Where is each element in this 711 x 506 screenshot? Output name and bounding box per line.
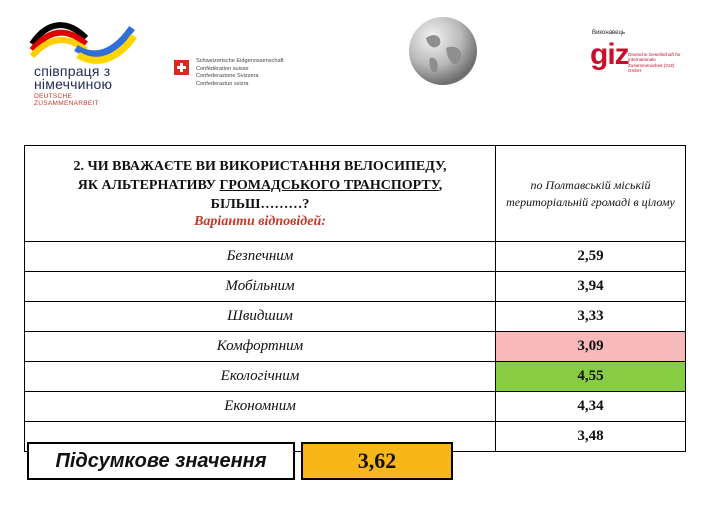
table-row (25, 332, 686, 362)
swiss-confederation-logo (174, 58, 324, 98)
option-label: Безпечним (25, 242, 496, 272)
table-row (25, 272, 686, 302)
option-value: 2,59 (496, 242, 686, 272)
option-value: 3,94 (496, 272, 686, 302)
cooperation-germany-logo (28, 14, 138, 107)
cooperation-text-line2: німеччиною (34, 76, 113, 92)
option-label: Мобільним (25, 272, 496, 302)
swiss-text (196, 58, 284, 88)
survey-results-table (24, 145, 686, 452)
giz-subtitle: Deutsche Gesellschaft für Internationale Zusammenarbeit (GIZ) GmbH (628, 52, 681, 74)
giz-logo: giz (590, 38, 629, 71)
question-underlined: ГРОМАДСЬКОГО ТРАНСПОРТУ (219, 178, 439, 193)
option-label: Комфортним (25, 332, 496, 362)
table-row (25, 302, 686, 332)
flag-ribbon-icon (28, 14, 138, 64)
globe-icon (406, 14, 480, 88)
summary-value: 3,62 (301, 442, 453, 480)
swiss-line: Confederazione Svizzera (196, 73, 259, 80)
giz-caption: Виконавець (592, 30, 626, 36)
swiss-line: Confederaziun svizra (196, 80, 249, 87)
question-line2: ЯК АЛЬТЕРНАТИВУ (77, 178, 220, 193)
option-value-lowest: 3,09 (496, 332, 686, 362)
option-value: 4,34 (496, 392, 686, 422)
option-value: 3,33 (496, 302, 686, 332)
answers-label: Варіанти відповідей: (194, 214, 326, 229)
cooperation-text-line1: співпраця з (34, 63, 111, 79)
table-row (25, 392, 686, 422)
summary-label: Підсумкове значення (27, 442, 295, 480)
option-value-highest: 4,55 (496, 362, 686, 392)
table-row (25, 242, 686, 272)
option-label: Економним (25, 392, 496, 422)
column-header: по Полтавській міській територіальній громаді в цілому (496, 146, 686, 242)
question-line3: БІЛЬШ………? (210, 197, 310, 212)
question-line1: 2. ЧИ ВВАЖАЄТЕ ВИ ВИКОРИСТАННЯ ВЕЛОСИПЕДУ, (73, 159, 447, 174)
table-header-row (25, 146, 686, 242)
swiss-flag-icon (174, 60, 189, 75)
table-row (25, 362, 686, 392)
swiss-line: Schweizerische Eidgenossenschaft (196, 58, 284, 64)
option-label: Швидшим (25, 302, 496, 332)
cooperation-text-line3: DEUTSCHE ZUSAMMENARBEIT (34, 93, 99, 107)
question-text (25, 157, 495, 214)
question-cell (25, 146, 496, 242)
question-comma: , (438, 178, 443, 193)
option-label: Екологічним (25, 362, 496, 392)
swiss-line: Confédération suisse (196, 65, 249, 72)
option-value: 3,48 (496, 422, 686, 452)
